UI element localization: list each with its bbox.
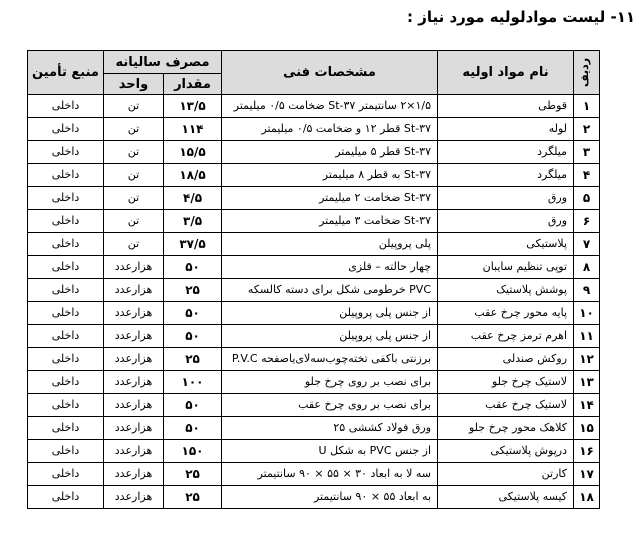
annual-quantity: ۵۰ xyxy=(164,256,222,279)
material-name: کارتن xyxy=(438,463,574,486)
table-row xyxy=(28,164,600,187)
table-row xyxy=(28,233,600,256)
table-row xyxy=(28,95,600,118)
annual-quantity: ۱۸/۵ xyxy=(164,164,222,187)
supply-source: داخلی xyxy=(28,394,104,417)
supply-source: داخلی xyxy=(28,463,104,486)
row-number: ۱ xyxy=(574,95,600,118)
row-number: ۱۵ xyxy=(574,417,600,440)
supply-source: داخلی xyxy=(28,302,104,325)
table-row xyxy=(28,325,600,348)
unit: هزارعدد xyxy=(104,463,164,486)
row-number: ۴ xyxy=(574,164,600,187)
material-name: پلاستیکی xyxy=(438,233,574,256)
unit: هزارعدد xyxy=(104,279,164,302)
table-row xyxy=(28,417,600,440)
material-name: لاستیک چرخ جلو xyxy=(438,371,574,394)
annual-quantity: ۵۰ xyxy=(164,417,222,440)
supply-source: داخلی xyxy=(28,348,104,371)
materials-table xyxy=(27,50,600,509)
material-name: لاستیک چرخ عقب xyxy=(438,394,574,417)
annual-quantity: ۴/۵ xyxy=(164,187,222,210)
unit: هزارعدد xyxy=(104,348,164,371)
unit: تن xyxy=(104,233,164,256)
row-number: ۵ xyxy=(574,187,600,210)
technical-spec: از جنس PVC به شکل U xyxy=(222,440,438,463)
unit: تن xyxy=(104,187,164,210)
supply-source: داخلی xyxy=(28,95,104,118)
table-row xyxy=(28,141,600,164)
annual-quantity: ۱۳/۵ xyxy=(164,95,222,118)
row-number: ۶ xyxy=(574,210,600,233)
row-number: ۹ xyxy=(574,279,600,302)
table-row xyxy=(28,256,600,279)
technical-spec: به ابعاد ۵۵ × ۹۰ سانتیمتر xyxy=(222,486,438,509)
col-header-source: منبع تأمین xyxy=(28,51,104,95)
row-number: ۱۸ xyxy=(574,486,600,509)
table-row xyxy=(28,187,600,210)
technical-spec: برزنتی باکفی تخته‌چوب‌سه‌لای‌یاصفحه P.V.C xyxy=(222,348,438,371)
material-name: روکش صندلی xyxy=(438,348,574,371)
supply-source: داخلی xyxy=(28,233,104,256)
supply-source: داخلی xyxy=(28,417,104,440)
material-name: توپی تنظیم سایبان xyxy=(438,256,574,279)
technical-spec: St-۳۷ ضخامت ۲ میلیمتر xyxy=(222,187,438,210)
annual-quantity: ۲۵ xyxy=(164,486,222,509)
unit: هزارعدد xyxy=(104,371,164,394)
material-name: کلاهک محور چرخ جلو xyxy=(438,417,574,440)
unit: تن xyxy=(104,118,164,141)
row-number: ۸ xyxy=(574,256,600,279)
technical-spec: ورق فولاد کششی ۲۵ xyxy=(222,417,438,440)
annual-quantity: ۱۵/۵ xyxy=(164,141,222,164)
row-number: ۱۲ xyxy=(574,348,600,371)
unit: تن xyxy=(104,95,164,118)
table-row xyxy=(28,118,600,141)
unit: هزارعدد xyxy=(104,256,164,279)
row-number: ۲ xyxy=(574,118,600,141)
col-header-material: نام مواد اولیه xyxy=(438,51,574,95)
unit: تن xyxy=(104,164,164,187)
technical-spec: سه لا به ابعاد ۳۰ × ۵۵ × ۹۰ سانتیمتر xyxy=(222,463,438,486)
row-number: ۳ xyxy=(574,141,600,164)
technical-spec: از جنس پلی پروپیلن xyxy=(222,302,438,325)
annual-quantity: ۱۰۰ xyxy=(164,371,222,394)
supply-source: داخلی xyxy=(28,440,104,463)
col-header-row: ردیف xyxy=(574,51,600,95)
technical-spec: چهار حالته – فلزی xyxy=(222,256,438,279)
technical-spec: St-۳۷ ضخامت ۳ میلیمتر xyxy=(222,210,438,233)
annual-quantity: ۲۵ xyxy=(164,279,222,302)
technical-spec: از جنس پلی پروپیلن xyxy=(222,325,438,348)
row-number: ۱۳ xyxy=(574,371,600,394)
unit: هزارعدد xyxy=(104,417,164,440)
unit: هزارعدد xyxy=(104,394,164,417)
supply-source: داخلی xyxy=(28,187,104,210)
technical-spec: St-۳۷ قطر ۵ میلیمتر xyxy=(222,141,438,164)
unit: تن xyxy=(104,210,164,233)
table-row xyxy=(28,348,600,371)
supply-source: داخلی xyxy=(28,256,104,279)
material-name: پوشش پلاستیک xyxy=(438,279,574,302)
technical-spec: PVC خرطومی شکل برای دسته کالسکه xyxy=(222,279,438,302)
row-number: ۱۷ xyxy=(574,463,600,486)
table-row xyxy=(28,302,600,325)
technical-spec: برای نصب بر روی چرخ عقب xyxy=(222,394,438,417)
technical-spec: St-۳۷ قطر ۱۲ و ضخامت ۰/۵ میلیمتر xyxy=(222,118,438,141)
material-name: ورق xyxy=(438,187,574,210)
table-row xyxy=(28,486,600,509)
unit: هزارعدد xyxy=(104,325,164,348)
col-header-annual: مصرف سالیانه xyxy=(104,51,222,74)
annual-quantity: ۲۵ xyxy=(164,463,222,486)
material-name: میلگرد xyxy=(438,164,574,187)
technical-spec: St-۳۷ به قطر ۸ میلیمتر xyxy=(222,164,438,187)
supply-source: داخلی xyxy=(28,371,104,394)
table-row xyxy=(28,440,600,463)
annual-quantity: ۱۵۰ xyxy=(164,440,222,463)
annual-quantity: ۳۷/۵ xyxy=(164,233,222,256)
col-header-unit: واحد xyxy=(104,74,164,95)
row-number: ۱۶ xyxy=(574,440,600,463)
annual-quantity: ۵۰ xyxy=(164,394,222,417)
section-heading: ۱۱- لیست موادلولیه مورد نیاز : xyxy=(406,8,635,26)
supply-source: داخلی xyxy=(28,118,104,141)
annual-quantity: ۵۰ xyxy=(164,325,222,348)
supply-source: داخلی xyxy=(28,325,104,348)
material-name: اهرم ترمز چرخ عقب xyxy=(438,325,574,348)
annual-quantity: ۳/۵ xyxy=(164,210,222,233)
technical-spec: ۱/۵×۲ سانتیمتر St-۳۷ ضخامت ۰/۵ میلیمتر xyxy=(222,95,438,118)
unit: هزارعدد xyxy=(104,486,164,509)
row-number: ۱۱ xyxy=(574,325,600,348)
annual-quantity: ۲۵ xyxy=(164,348,222,371)
supply-source: داخلی xyxy=(28,486,104,509)
annual-quantity: ۵۰ xyxy=(164,302,222,325)
material-name: لوله xyxy=(438,118,574,141)
material-name: پایه محور چرخ عقب xyxy=(438,302,574,325)
supply-source: داخلی xyxy=(28,141,104,164)
col-header-spec: مشخصات فنی xyxy=(222,51,438,95)
row-number: ۱۰ xyxy=(574,302,600,325)
table-row xyxy=(28,371,600,394)
unit: هزارعدد xyxy=(104,302,164,325)
supply-source: داخلی xyxy=(28,210,104,233)
unit: هزارعدد xyxy=(104,440,164,463)
table-row xyxy=(28,463,600,486)
technical-spec: برای نصب بر روی چرخ جلو xyxy=(222,371,438,394)
material-name: میلگرد xyxy=(438,141,574,164)
table-row xyxy=(28,279,600,302)
supply-source: داخلی xyxy=(28,164,104,187)
material-name: ورق xyxy=(438,210,574,233)
table-row xyxy=(28,210,600,233)
technical-spec: پلی پروپیلن xyxy=(222,233,438,256)
row-number: ۷ xyxy=(574,233,600,256)
material-name: درپوش پلاستیکی xyxy=(438,440,574,463)
unit: تن xyxy=(104,141,164,164)
table-row xyxy=(28,394,600,417)
row-number: ۱۴ xyxy=(574,394,600,417)
material-name: قوطی xyxy=(438,95,574,118)
supply-source: داخلی xyxy=(28,279,104,302)
material-name: کیسه پلاستیکی xyxy=(438,486,574,509)
annual-quantity: ۱۱۴ xyxy=(164,118,222,141)
col-header-qty: مقدار xyxy=(164,74,222,95)
